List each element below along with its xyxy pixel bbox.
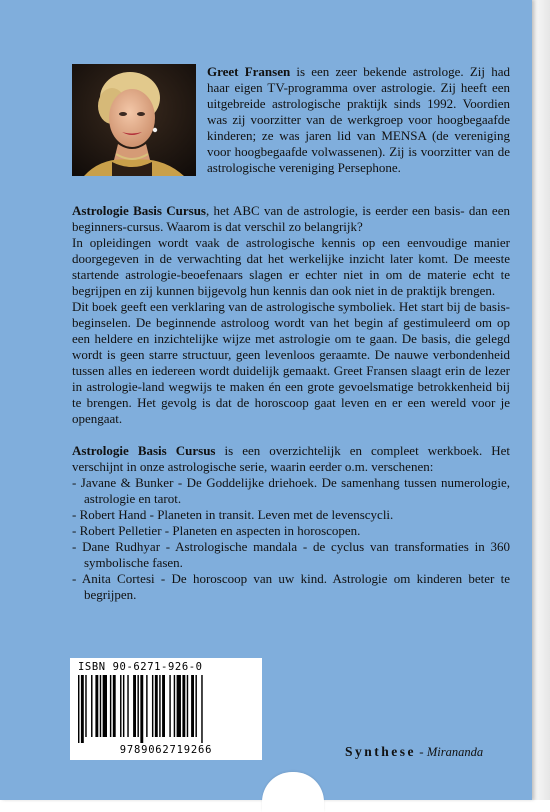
barcode-bar bbox=[123, 675, 124, 737]
barcode-bar bbox=[120, 675, 121, 737]
author-photo bbox=[72, 64, 196, 176]
barcode-bar bbox=[201, 675, 202, 743]
list-item: - Javane & Bunker - De Goddelijke driehoek. De samenhang tussen numerologie, astrologie en tarot. bbox=[72, 475, 510, 506]
barcode-bar bbox=[113, 675, 116, 737]
series-paragraph: Astrologie Basis Cursus is een overzichtelijk en compleet werkboek. Het verschijnt in onze astrologische serie, waarin eerder o.m. verschenen: bbox=[72, 443, 510, 474]
barcode-bar bbox=[155, 675, 158, 737]
publisher-name: Synthese bbox=[345, 744, 417, 759]
barcode-bar bbox=[78, 675, 79, 743]
intro-title: Astrologie Basis Cursus bbox=[72, 203, 206, 218]
series-list bbox=[72, 475, 510, 603]
barcode-bar bbox=[100, 675, 101, 737]
barcode-bar bbox=[195, 675, 196, 737]
barcode-bar bbox=[177, 675, 181, 737]
author-bio bbox=[207, 64, 510, 176]
intro-paragraph-1: Astrologie Basis Cursus, het ABC van de astrologie, is eerder een basis- dan een beginners-cursus. Waarom is dat verschil zo belangrijk? bbox=[72, 203, 510, 234]
barcode bbox=[70, 658, 262, 760]
barcode-bar bbox=[152, 675, 153, 737]
intro-paragraph-2: In opleidingen wordt vaak de astrologische kennis op een eenvoudige manier doorgegeven in de verwachting dat het werkelijke inzicht later komt. De meeste startende astrologie-beoefenaars slagen er echter niet in om de materie echt te begrijpen en zij kunnen bijgevolg hun kennis dan ook niet in de praktijk brengen. bbox=[72, 235, 510, 298]
barcode-bar bbox=[110, 675, 111, 737]
barcode-bar bbox=[81, 675, 84, 743]
barcode-bar bbox=[169, 675, 170, 737]
author-name: Greet Fransen bbox=[207, 64, 291, 79]
blurb bbox=[72, 203, 510, 603]
barcode-bar bbox=[140, 675, 143, 743]
intro-paragraph-3: Dit boek geeft een verklaring van de astrologische symboliek. Het start bij de basis-beginselen. De beginnende astroloog wordt van het begin af gestimuleerd om op een heldere en inzichtelijke wijze met astrologie om te gaan. De basis, die gelegd wordt is geen starre structuur, geen levenloos geraamte. De nauwe verbondenheid tussen alles en iedereen wordt duidelijk gemaakt. Greet Fransen slaagt erin de lezer in astrologie-land wegwijs te maken én een grote gevoelsmatige betrokkenheid bij te brengen. Het gevolg is dat de horoscoop gaat leven en er een wereld voor je opengaat. bbox=[72, 299, 510, 426]
publisher-logo: Synthese - Mirananda bbox=[345, 744, 484, 759]
barcode-bar bbox=[85, 675, 86, 737]
publisher-imprint: Mirananda bbox=[426, 745, 484, 759]
barcode-bar bbox=[159, 675, 160, 737]
list-item: - Dane Rudhyar - Astrologische mandala - de cyclus van transformaties in 360 symbolische fasen. bbox=[72, 539, 510, 570]
barcode-bar bbox=[103, 675, 107, 737]
barcode-bar bbox=[127, 675, 128, 737]
barcode-bar bbox=[182, 675, 185, 737]
barcode-bar bbox=[162, 675, 165, 737]
ean-number: 9789062719266 bbox=[119, 744, 213, 756]
author-portrait-image bbox=[72, 64, 196, 176]
barcode-bar bbox=[137, 675, 138, 737]
barcode-bars bbox=[76, 675, 256, 743]
barcode-bar bbox=[133, 675, 136, 737]
page-edge bbox=[530, 0, 550, 800]
list-item: - Robert Pelletier - Planeten en aspecten in horoscopen. bbox=[72, 523, 361, 538]
barcode-bar bbox=[187, 675, 188, 737]
barcode-bar bbox=[174, 675, 175, 737]
isbn-number: ISBN 90-6271-926-0 bbox=[78, 661, 203, 673]
list-item: - Anita Cortesi - De horoscoop van uw kind. Astrologie om kinderen beter te begrijpen. bbox=[72, 571, 510, 602]
list-item: - Robert Hand - Planeten in transit. Leven met de levenscycli. bbox=[72, 507, 394, 522]
barcode-bar bbox=[191, 675, 194, 737]
series-title: Astrologie Basis Cursus bbox=[72, 443, 216, 458]
author-bio-text: is een zeer bekende astrologe. Zij had haar eigen TV-programma over astrologie. Zij heeft een uitgebreide astrologische praktijk sinds 1992. Voordien was zij voorzitter van de werkgroep voor hoogbegaafde kinderen; ze was jaren lid van MENSA (de vereniging voor hoogbegaafde volwassenen). Zij is voorzitter van de astrologische vereniging Persephone. bbox=[207, 64, 510, 175]
barcode-bar bbox=[95, 675, 98, 737]
barcode-bar bbox=[91, 675, 92, 737]
barcode-bar bbox=[146, 675, 147, 737]
